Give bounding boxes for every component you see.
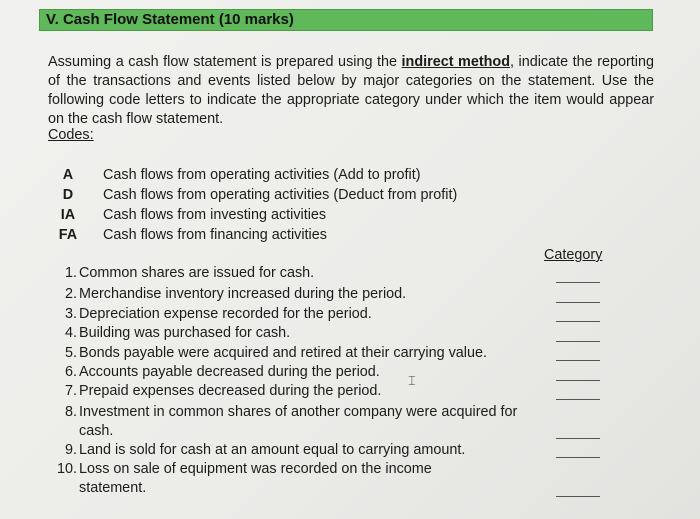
- code-letter: IA: [60, 207, 76, 223]
- item-text: Common shares are issued for cash.: [79, 265, 315, 281]
- item-number: 9.: [64, 442, 77, 458]
- answer-blank-1: [556, 282, 600, 283]
- item-number: 5.: [64, 345, 77, 361]
- item-number: 10.: [56, 461, 77, 477]
- item-number: 8.: [64, 404, 77, 420]
- item-text: Merchandise inventory increased during the period.: [79, 286, 407, 302]
- text-cursor-icon: ⌶: [408, 374, 416, 389]
- code-letter: A: [62, 167, 74, 183]
- instructions-text-end: , indicate the reporting of the transactions and events listed below by major categories on the statement. Use the following code letters to indicate the appropriate category under which the item would appear on the cash flow statement.: [48, 54, 654, 127]
- answer-blank-6: [556, 380, 600, 381]
- code-description: Cash flows from investing activities: [103, 207, 327, 223]
- item-number: 3.: [64, 306, 77, 322]
- answer-blank-2: [556, 302, 600, 303]
- answer-blank-10: [556, 496, 600, 497]
- code-description: Cash flows from operating activities (Deduct from profit): [103, 187, 458, 203]
- item-number: 1.: [64, 265, 77, 281]
- section-title: V. Cash Flow Statement (10 marks): [46, 11, 294, 28]
- item-text-continued: statement.: [79, 480, 147, 496]
- item-number: 6.: [64, 364, 77, 380]
- section-header-bar: [39, 9, 653, 31]
- item-text: Building was purchased for cash.: [79, 325, 291, 341]
- answer-blank-4: [556, 341, 600, 342]
- item-text: Investment in common shares of another company were acquired for: [79, 404, 518, 420]
- code-letter: D: [62, 187, 74, 203]
- item-number: 2.: [64, 286, 77, 302]
- item-text: Prepaid expenses decreased during the period.: [79, 383, 382, 399]
- item-text: Depreciation expense recorded for the period.: [79, 306, 372, 322]
- instructions-text-start: Assuming a cash flow statement is prepared using the: [48, 54, 402, 70]
- item-text: Loss on sale of equipment was recorded on the income: [79, 461, 432, 477]
- answer-blank-9: [556, 457, 600, 458]
- item-text: Accounts payable decreased during the period.: [79, 364, 380, 380]
- code-letter: FA: [58, 227, 78, 243]
- answer-blank-5: [556, 360, 600, 361]
- instructions-emphasis: indirect method: [401, 54, 510, 70]
- category-heading: Category: [544, 247, 603, 263]
- answer-blank-7: [556, 399, 600, 400]
- item-text: Bonds payable were acquired and retired at their carrying value.: [79, 345, 487, 361]
- codes-heading: Codes:: [48, 127, 94, 143]
- code-description: Cash flows from operating activities (Add to profit): [103, 167, 421, 183]
- item-number: 4.: [64, 325, 77, 341]
- item-text: Land is sold for cash at an amount equal to carrying amount.: [79, 442, 466, 458]
- answer-blank-3: [556, 321, 600, 322]
- instructions-paragraph: [48, 53, 654, 129]
- code-description: Cash flows from financing activities: [103, 227, 327, 243]
- answer-blank-8: [556, 438, 600, 439]
- item-text-continued: cash.: [79, 423, 114, 439]
- item-number: 7.: [64, 383, 77, 399]
